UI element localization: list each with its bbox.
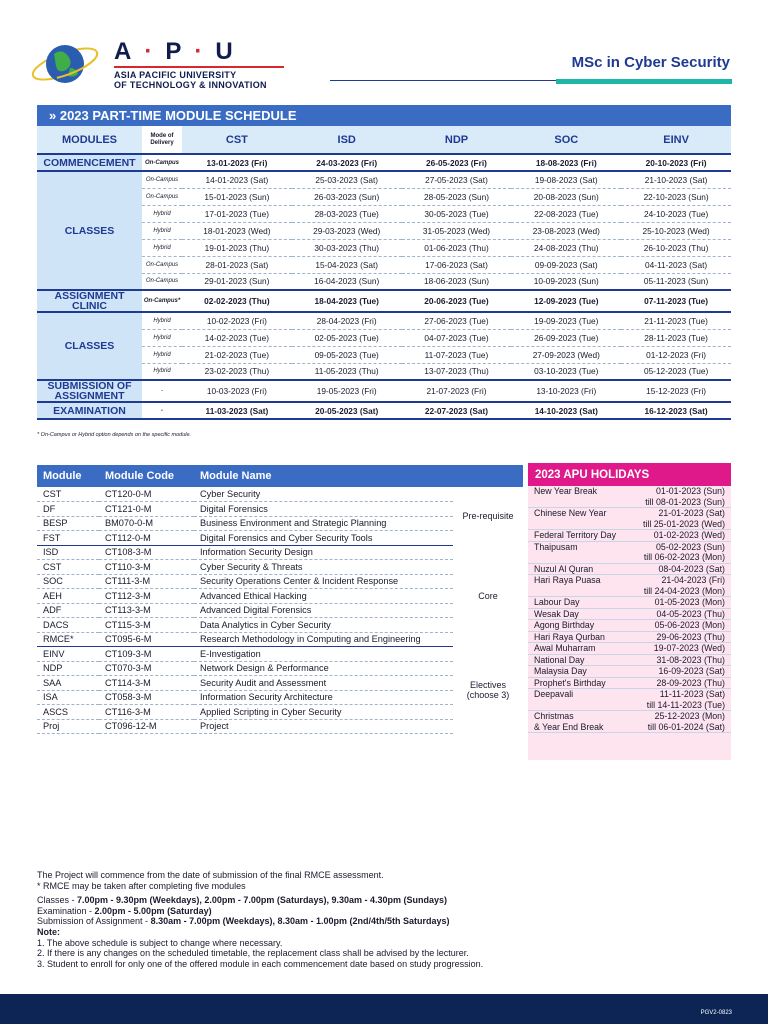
header bbox=[0, 0, 768, 100]
holiday-row bbox=[528, 486, 731, 508]
holiday-name: Agong Birthday bbox=[534, 620, 595, 630]
holiday-name: Deepavali bbox=[534, 689, 574, 699]
module-name: Network Design & Performance bbox=[194, 661, 453, 676]
schedule-date: 02-05-2023 (Tue) bbox=[292, 329, 402, 346]
holiday-row bbox=[528, 575, 731, 597]
note-3: 3. Student to enroll for only one of the offered module in each commencement date based on study progression. bbox=[37, 958, 484, 969]
col-module-code: Module Code bbox=[99, 465, 194, 487]
holiday-name: Prophet's Birthday bbox=[534, 677, 606, 688]
col-ndp: NDP bbox=[402, 126, 512, 154]
holiday-row bbox=[528, 678, 731, 690]
col-einv: EINV bbox=[621, 126, 731, 154]
module-abbr: NDP bbox=[37, 661, 99, 676]
schedule-row bbox=[37, 329, 731, 346]
holiday-date: 01-05-2023 (Mon) bbox=[654, 597, 725, 607]
module-name: Advanced Ethical Hacking bbox=[194, 589, 453, 604]
holiday-row bbox=[528, 711, 731, 733]
module-row bbox=[37, 560, 523, 575]
schedule-date: 18-08-2023 (Fri) bbox=[511, 154, 621, 171]
holiday-date: 05-06-2023 (Mon) bbox=[654, 620, 725, 630]
delivery-mode: On-Campus bbox=[142, 171, 182, 188]
delivery-mode: On-Campus bbox=[142, 188, 182, 205]
schedule-date: 30-05-2023 (Tue) bbox=[402, 205, 512, 222]
module-code: CT108-3-M bbox=[99, 545, 194, 560]
module-abbr: ISA bbox=[37, 690, 99, 705]
holiday-date: 29-06-2023 (Thu) bbox=[656, 631, 725, 642]
delivery-mode: Hybrid bbox=[142, 239, 182, 256]
note-project: The Project will commence from the date of submission of the final RMCE assessment. bbox=[37, 870, 384, 880]
delivery-mode: Hybrid bbox=[142, 363, 182, 380]
module-abbr: BESP bbox=[37, 516, 99, 531]
module-code: CT112-0-M bbox=[99, 531, 194, 546]
schedule-date: 10-09-2023 (Sun) bbox=[511, 273, 621, 290]
holiday-name: Wesak Day bbox=[534, 608, 579, 619]
module-abbr: CST bbox=[37, 560, 99, 575]
module-code: CT070-3-M bbox=[99, 661, 194, 676]
row-label: CLASSES bbox=[37, 171, 142, 290]
module-row bbox=[37, 690, 523, 705]
module-row bbox=[37, 502, 523, 517]
row-label: ASSIGNMENT CLINIC bbox=[37, 290, 142, 312]
schedule-date: 21-11-2023 (Tue) bbox=[621, 312, 731, 329]
delivery-mode: - bbox=[142, 380, 182, 402]
module-row bbox=[37, 589, 523, 604]
module-code: CT116-3-M bbox=[99, 705, 194, 720]
schedule-date: 01-06-2023 (Thu) bbox=[402, 239, 512, 256]
module-row bbox=[37, 647, 523, 662]
schedule-row bbox=[37, 312, 731, 329]
schedule-date: 07-11-2023 (Tue) bbox=[621, 290, 731, 312]
module-table bbox=[37, 465, 523, 734]
module-code: CT114-3-M bbox=[99, 676, 194, 691]
footer-band bbox=[0, 994, 768, 1024]
module-name: Research Methodology in Computing and Engineering bbox=[194, 632, 453, 647]
col-mode: Mode of Delivery bbox=[142, 126, 182, 154]
holiday-date: 28-09-2023 (Thu) bbox=[656, 677, 725, 688]
schedule-date: 05-12-2023 (Tue) bbox=[621, 363, 731, 380]
delivery-mode: Hybrid bbox=[142, 205, 182, 222]
schedule-date: 14-10-2023 (Sat) bbox=[511, 402, 621, 419]
module-code: CT113-3-M bbox=[99, 603, 194, 618]
schedule-date: 12-09-2023 (Tue) bbox=[511, 290, 621, 312]
col-isd: ISD bbox=[292, 126, 402, 154]
schedule-date: 16-04-2023 (Sun) bbox=[292, 273, 402, 290]
schedule-date: 23-08-2023 (Wed) bbox=[511, 222, 621, 239]
holiday-row bbox=[528, 643, 731, 655]
schedule-date: 09-09-2023 (Sat) bbox=[511, 256, 621, 273]
module-code: BM070-0-M bbox=[99, 516, 194, 531]
holiday-name: Malaysia Day bbox=[534, 666, 587, 676]
delivery-mode: On-Campus bbox=[142, 273, 182, 290]
holiday-date: 31-08-2023 (Thu) bbox=[656, 654, 725, 665]
delivery-mode: On-Campus bbox=[142, 154, 182, 171]
schedule-date: 16-12-2023 (Sat) bbox=[621, 402, 731, 419]
delivery-mode: Hybrid bbox=[142, 329, 182, 346]
note-submission: Submission of Assignment - 8.30am - 7.00pm (Weekdays), 8.30am - 1.00pm (2nd/4th/5th Saturdays) bbox=[37, 916, 450, 927]
module-code: CT115-3-M bbox=[99, 618, 194, 633]
schedule-date: 29-03-2023 (Wed) bbox=[292, 222, 402, 239]
schedule-row bbox=[37, 363, 731, 380]
holiday-row bbox=[528, 655, 731, 667]
schedule-date: 18-01-2023 (Wed) bbox=[182, 222, 292, 239]
brand bbox=[114, 40, 284, 90]
schedule-date: 13-01-2023 (Fri) bbox=[182, 154, 292, 171]
holiday-date: 04-05-2023 (Thu) bbox=[656, 608, 725, 619]
schedule-date: 28-11-2023 (Tue) bbox=[621, 329, 731, 346]
schedule-date: 27-05-2023 (Sat) bbox=[402, 171, 512, 188]
schedule-date: 15-01-2023 (Sun) bbox=[182, 188, 292, 205]
holiday-name: Hari Raya Puasa bbox=[534, 575, 601, 585]
schedule-date: 28-01-2023 (Sat) bbox=[182, 256, 292, 273]
schedule-row bbox=[37, 273, 731, 290]
holiday-date: 01-02-2023 (Wed) bbox=[653, 530, 725, 540]
module-name: Project bbox=[194, 719, 453, 734]
schedule-date: 04-07-2023 (Tue) bbox=[402, 329, 512, 346]
module-code: CT120-0-M bbox=[99, 487, 194, 502]
col-module-name: Module Name bbox=[194, 465, 453, 487]
module-abbr: AEH bbox=[37, 589, 99, 604]
schedule-date: 31-05-2023 (Wed) bbox=[402, 222, 512, 239]
schedule-date: 13-07-2023 (Thu) bbox=[402, 363, 512, 380]
schedule-date: 30-03-2023 (Thu) bbox=[292, 239, 402, 256]
holiday-row bbox=[528, 530, 731, 542]
schedule-date: 25-03-2023 (Sat) bbox=[292, 171, 402, 188]
module-abbr: ISD bbox=[37, 545, 99, 560]
module-code: CT109-3-M bbox=[99, 647, 194, 662]
holiday-name: Awal Muharram bbox=[534, 643, 596, 653]
module-code: CT121-0-M bbox=[99, 502, 194, 517]
holiday-date: 16-09-2023 (Sat) bbox=[658, 666, 725, 676]
module-abbr: Proj bbox=[37, 719, 99, 734]
holiday-name: Christmas & Year End Break bbox=[534, 711, 604, 732]
schedule-date: 25-10-2023 (Wed) bbox=[621, 222, 731, 239]
module-abbr: SOC bbox=[37, 574, 99, 589]
delivery-mode: Hybrid bbox=[142, 222, 182, 239]
group-core: Core bbox=[478, 590, 498, 601]
schedule-date: 20-10-2023 (Fri) bbox=[621, 154, 731, 171]
brand-wordmark: A·P·U bbox=[114, 38, 246, 65]
schedule-date: 26-10-2023 (Thu) bbox=[621, 239, 731, 256]
module-abbr: ASCS bbox=[37, 705, 99, 720]
module-name: Applied Scripting in Cyber Security bbox=[194, 705, 453, 720]
holiday-row bbox=[528, 542, 731, 564]
delivery-mode: On-Campus* bbox=[142, 290, 182, 312]
schedule-table bbox=[37, 126, 731, 420]
holidays-panel bbox=[528, 463, 731, 760]
holiday-name: Hari Raya Qurban bbox=[534, 631, 605, 642]
module-name: Business Environment and Strategic Planning bbox=[194, 516, 453, 531]
module-header-row bbox=[37, 465, 523, 487]
programme-title: MSc in Cyber Security bbox=[571, 54, 730, 71]
note-exam: Examination - 2.00pm - 5.00pm (Saturday) bbox=[37, 905, 212, 916]
schedule-date: 20-05-2023 (Sat) bbox=[292, 402, 402, 419]
delivery-mode: Hybrid bbox=[142, 312, 182, 329]
module-code: CT095-6-M bbox=[99, 632, 194, 647]
globe-logo-icon bbox=[30, 36, 100, 92]
notes-section bbox=[37, 870, 737, 969]
schedule-row bbox=[37, 205, 731, 222]
accent-bar bbox=[556, 79, 732, 84]
schedule-row bbox=[37, 380, 731, 402]
module-row bbox=[37, 516, 523, 531]
holiday-name: National Day bbox=[534, 654, 585, 665]
holidays-title: 2023 APU HOLIDAYS bbox=[528, 465, 731, 486]
schedule-date: 17-06-2023 (Sat) bbox=[402, 256, 512, 273]
group-prerequisite: Pre-requisite bbox=[462, 511, 514, 521]
holiday-row bbox=[528, 564, 731, 576]
module-row bbox=[37, 661, 523, 676]
module-abbr: DACS bbox=[37, 618, 99, 633]
module-name: Information Security Design bbox=[194, 545, 453, 560]
module-name: Cyber Security bbox=[194, 487, 453, 502]
note-rmce: * RMCE may be taken after completing five modules bbox=[37, 880, 246, 891]
module-row bbox=[37, 618, 523, 633]
col-modules: MODULES bbox=[37, 126, 142, 154]
holiday-date: 21-04-2023 (Fri) till 24-04-2023 (Mon) bbox=[643, 575, 725, 596]
row-label: COMMENCEMENT bbox=[37, 154, 142, 171]
schedule-date: 22-08-2023 (Tue) bbox=[511, 205, 621, 222]
schedule-date: 15-12-2023 (Fri) bbox=[621, 380, 731, 402]
schedule-footnote: * On-Campus or Hybrid option depends on the specific module. bbox=[37, 432, 192, 438]
module-code: CT096-12-M bbox=[99, 719, 194, 734]
module-code: CT112-3-M bbox=[99, 589, 194, 604]
module-row bbox=[37, 574, 523, 589]
schedule-date: 19-01-2023 (Thu) bbox=[182, 239, 292, 256]
delivery-mode: - bbox=[142, 402, 182, 419]
holiday-name: Labour Day bbox=[534, 597, 580, 607]
schedule-date: 26-09-2023 (Tue) bbox=[511, 329, 621, 346]
module-row bbox=[37, 705, 523, 720]
schedule-date: 29-01-2023 (Sun) bbox=[182, 273, 292, 290]
schedule-date: 14-01-2023 (Sat) bbox=[182, 171, 292, 188]
module-name: E-Investigation bbox=[194, 647, 453, 662]
holiday-row bbox=[528, 632, 731, 644]
holiday-date: 01-01-2023 (Sun) till 08-01-2023 (Sun) bbox=[645, 486, 725, 507]
holidays-list bbox=[528, 486, 731, 733]
schedule-row bbox=[37, 239, 731, 256]
module-name: Advanced Digital Forensics bbox=[194, 603, 453, 618]
module-name: Digital Forensics and Cyber Security Tools bbox=[194, 531, 453, 546]
note-title: Note: bbox=[37, 926, 60, 937]
holiday-row bbox=[528, 689, 731, 711]
schedule-date: 26-05-2023 (Fri) bbox=[402, 154, 512, 171]
schedule-date: 22-07-2023 (Sat) bbox=[402, 402, 512, 419]
holiday-date: 11-11-2023 (Sat) till 14-11-2023 (Tue) bbox=[646, 689, 725, 710]
holiday-date: 25-12-2023 (Mon) till 06-01-2024 (Sat) bbox=[647, 711, 725, 732]
module-abbr: ADF bbox=[37, 603, 99, 618]
schedule-date: 19-08-2023 (Sat) bbox=[511, 171, 621, 188]
schedule-date: 18-06-2023 (Sun) bbox=[402, 273, 512, 290]
module-name: Data Analytics in Cyber Security bbox=[194, 618, 453, 633]
holiday-row bbox=[528, 508, 731, 530]
schedule-date: 23-02-2023 (Thu) bbox=[182, 363, 292, 380]
schedule-date: 20-06-2023 (Tue) bbox=[402, 290, 512, 312]
document-code: PGV2-0823 bbox=[700, 1010, 732, 1016]
row-label: CLASSES bbox=[37, 312, 142, 380]
schedule-date: 11-03-2023 (Sat) bbox=[182, 402, 292, 419]
module-name: Security Operations Center & Incident Response bbox=[194, 574, 453, 589]
module-abbr: FST bbox=[37, 531, 99, 546]
holiday-row bbox=[528, 666, 731, 678]
module-code: CT110-3-M bbox=[99, 560, 194, 575]
col-module: Module bbox=[37, 465, 99, 487]
schedule-section bbox=[37, 105, 731, 420]
schedule-date: 28-04-2023 (Fri) bbox=[292, 312, 402, 329]
schedule-date: 17-01-2023 (Tue) bbox=[182, 205, 292, 222]
schedule-date: 20-08-2023 (Sun) bbox=[511, 188, 621, 205]
row-label: EXAMINATION bbox=[37, 402, 142, 419]
schedule-date: 28-03-2023 (Tue) bbox=[292, 205, 402, 222]
module-abbr: CST bbox=[37, 487, 99, 502]
module-abbr: DF bbox=[37, 502, 99, 517]
module-list-section bbox=[37, 465, 523, 734]
schedule-date: 22-10-2023 (Sun) bbox=[621, 188, 731, 205]
schedule-date: 13-10-2023 (Fri) bbox=[511, 380, 621, 402]
schedule-date: 03-10-2023 (Tue) bbox=[511, 363, 621, 380]
schedule-date: 02-02-2023 (Thu) bbox=[182, 290, 292, 312]
schedule-row bbox=[37, 154, 731, 171]
module-row bbox=[37, 603, 523, 618]
holiday-name: Nuzul Al Quran bbox=[534, 563, 594, 574]
schedule-date: 24-08-2023 (Thu) bbox=[511, 239, 621, 256]
schedule-date: 11-05-2023 (Thu) bbox=[292, 363, 402, 380]
schedule-date: 24-10-2023 (Tue) bbox=[621, 205, 731, 222]
schedule-date: 15-04-2023 (Sat) bbox=[292, 256, 402, 273]
schedule-row bbox=[37, 402, 731, 419]
module-name: Security Audit and Assessment bbox=[194, 676, 453, 691]
col-soc: SOC bbox=[511, 126, 621, 154]
schedule-title: » 2023 PART-TIME MODULE SCHEDULE bbox=[37, 105, 731, 126]
schedule-row bbox=[37, 171, 731, 188]
module-row bbox=[37, 632, 523, 647]
module-name: Cyber Security & Threats bbox=[194, 560, 453, 575]
schedule-date: 10-02-2023 (Fri) bbox=[182, 312, 292, 329]
holiday-date: 21-01-2023 (Sat) till 25-01-2023 (Wed) bbox=[643, 508, 725, 529]
holiday-date: 08-04-2023 (Sat) bbox=[658, 563, 725, 574]
note-classes: Classes - 7.00pm - 9.30pm (Weekdays), 2.00pm - 7.00pm (Saturdays), 9.30am - 4.30pm (Sundays) bbox=[37, 895, 447, 906]
col-cst: CST bbox=[182, 126, 292, 154]
schedule-date: 28-05-2023 (Sun) bbox=[402, 188, 512, 205]
schedule-row bbox=[37, 290, 731, 312]
holiday-name: New Year Break bbox=[534, 486, 598, 496]
delivery-mode: Hybrid bbox=[142, 346, 182, 363]
module-row bbox=[37, 676, 523, 691]
schedule-date: 19-05-2023 (Fri) bbox=[292, 380, 402, 402]
schedule-date: 11-07-2023 (Tue) bbox=[402, 346, 512, 363]
holiday-row bbox=[528, 609, 731, 621]
holiday-name: Chinese New Year bbox=[534, 508, 607, 518]
module-abbr: EINV bbox=[37, 647, 99, 662]
module-name: Digital Forensics bbox=[194, 502, 453, 517]
schedule-date: 21-10-2023 (Sat) bbox=[621, 171, 731, 188]
schedule-date: 24-03-2023 (Fri) bbox=[292, 154, 402, 171]
module-row bbox=[37, 487, 523, 502]
schedule-row bbox=[37, 188, 731, 205]
brand-line2: OF TECHNOLOGY & INNOVATION bbox=[114, 80, 267, 90]
holiday-date: 19-07-2023 (Wed) bbox=[653, 643, 725, 653]
holiday-row bbox=[528, 597, 731, 609]
module-row bbox=[37, 719, 523, 734]
schedule-date: 21-07-2023 (Fri) bbox=[402, 380, 512, 402]
schedule-date: 19-09-2023 (Tue) bbox=[511, 312, 621, 329]
delivery-mode: On-Campus bbox=[142, 256, 182, 273]
module-row bbox=[37, 545, 523, 560]
schedule-date: 10-03-2023 (Fri) bbox=[182, 380, 292, 402]
schedule-date: 04-11-2023 (Sat) bbox=[621, 256, 731, 273]
schedule-row bbox=[37, 256, 731, 273]
module-code: CT111-3-M bbox=[99, 574, 194, 589]
schedule-date: 27-06-2023 (Tue) bbox=[402, 312, 512, 329]
module-abbr: SAA bbox=[37, 676, 99, 691]
row-label: SUBMISSION OF ASSIGNMENT bbox=[37, 380, 142, 402]
holiday-name: Federal Territory Day bbox=[534, 530, 616, 540]
holiday-row bbox=[528, 620, 731, 632]
group-electives: Electives (choose 3) bbox=[466, 680, 510, 700]
schedule-date: 01-12-2023 (Fri) bbox=[621, 346, 731, 363]
holiday-date: 05-02-2023 (Sun) till 06-02-2023 (Mon) bbox=[643, 541, 725, 562]
brand-line1: ASIA PACIFIC UNIVERSITY bbox=[114, 70, 237, 80]
schedule-date: 09-05-2023 (Tue) bbox=[292, 346, 402, 363]
note-1: 1. The above schedule is subject to change where necessary. bbox=[37, 937, 283, 948]
module-code: CT058-3-M bbox=[99, 690, 194, 705]
schedule-row bbox=[37, 346, 731, 363]
schedule-header-row bbox=[37, 126, 731, 154]
schedule-row bbox=[37, 222, 731, 239]
schedule-date: 05-11-2023 (Sun) bbox=[621, 273, 731, 290]
schedule-date: 21-02-2023 (Tue) bbox=[182, 346, 292, 363]
schedule-date: 18-04-2023 (Tue) bbox=[292, 290, 402, 312]
module-name: Information Security Architecture bbox=[194, 690, 453, 705]
schedule-date: 14-02-2023 (Tue) bbox=[182, 329, 292, 346]
module-abbr: RMCE* bbox=[37, 632, 99, 647]
schedule-date: 26-03-2023 (Sun) bbox=[292, 188, 402, 205]
note-2: 2. If there is any changes on the scheduled timetable, the replacement class shall be advised by the lecturer. bbox=[37, 948, 469, 959]
module-row bbox=[37, 531, 523, 546]
holiday-name: Thaipusam bbox=[534, 541, 578, 552]
schedule-date: 27-09-2023 (Wed) bbox=[511, 346, 621, 363]
